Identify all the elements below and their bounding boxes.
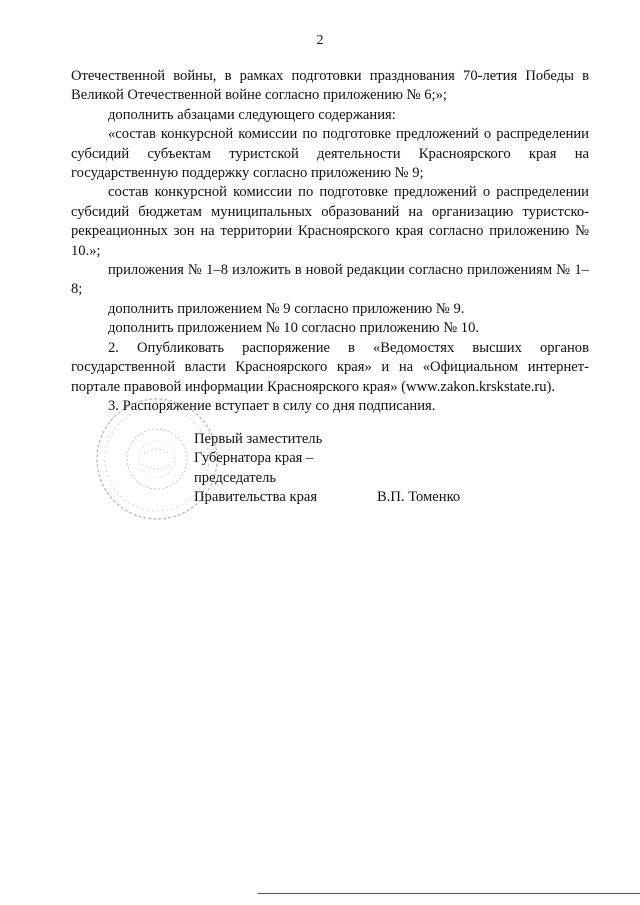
paragraph-appendix-9: дополнить приложением № 9 согласно приложению № 9.: [108, 300, 465, 317]
signature-title-line: Правительства края: [194, 489, 318, 506]
paragraph-appendix-10: дополнить приложением № 10 согласно приложению № 10.: [108, 320, 480, 337]
signature-title-line: Первый заместитель: [194, 431, 323, 447]
paragraph-commission-tourism: «состав конкурсной комиссии по подготовке предложений о распределении субсидий субъектам туристской деятельности Красноярского края на государственную поддержку согласно приложению № 9;: [71, 126, 589, 182]
paragraph-appendices-1-8: приложения № 1–8 изложить в новой редакции согласно приложениям № 1–8;: [71, 262, 589, 298]
signature-title-line: Губернатора края –: [194, 450, 314, 467]
paragraph-effective-date: 3. Распоряжение вступает в силу со дня подписания.: [108, 397, 436, 414]
page-bottom-rule: [258, 893, 640, 894]
paragraph-publication: 2. Опубликовать распоряжение в «Ведомостях высших органов государственной власти Красноярского края» и на «Официальном интернет-портале правовой информации Красноярского края» (www.zakon.krskstate.ru).: [71, 339, 589, 395]
document-body: [71, 67, 589, 416]
paragraph-commission-municipal: состав конкурсной комиссии по подготовке предложений о распределении субсидий бюджетам муниципальных образований на организацию туристско-рекреационных зон на территории Красноярского края согласно приложению № 10.»;: [71, 184, 589, 259]
page-number: 2: [316, 33, 324, 48]
signature-title-line: председатель: [194, 469, 277, 486]
paragraph-continuation: Отечественной войны, в рамках подготовки празднования 70-летия Победы в Великой Отечественной войне согласно приложению № 6;»;: [71, 68, 589, 104]
signature-title: [194, 430, 322, 508]
paragraph-supplement-intro: дополнить абзацами следующего содержания:: [108, 106, 396, 123]
signer-name: В.П. Томенко: [377, 489, 461, 505]
